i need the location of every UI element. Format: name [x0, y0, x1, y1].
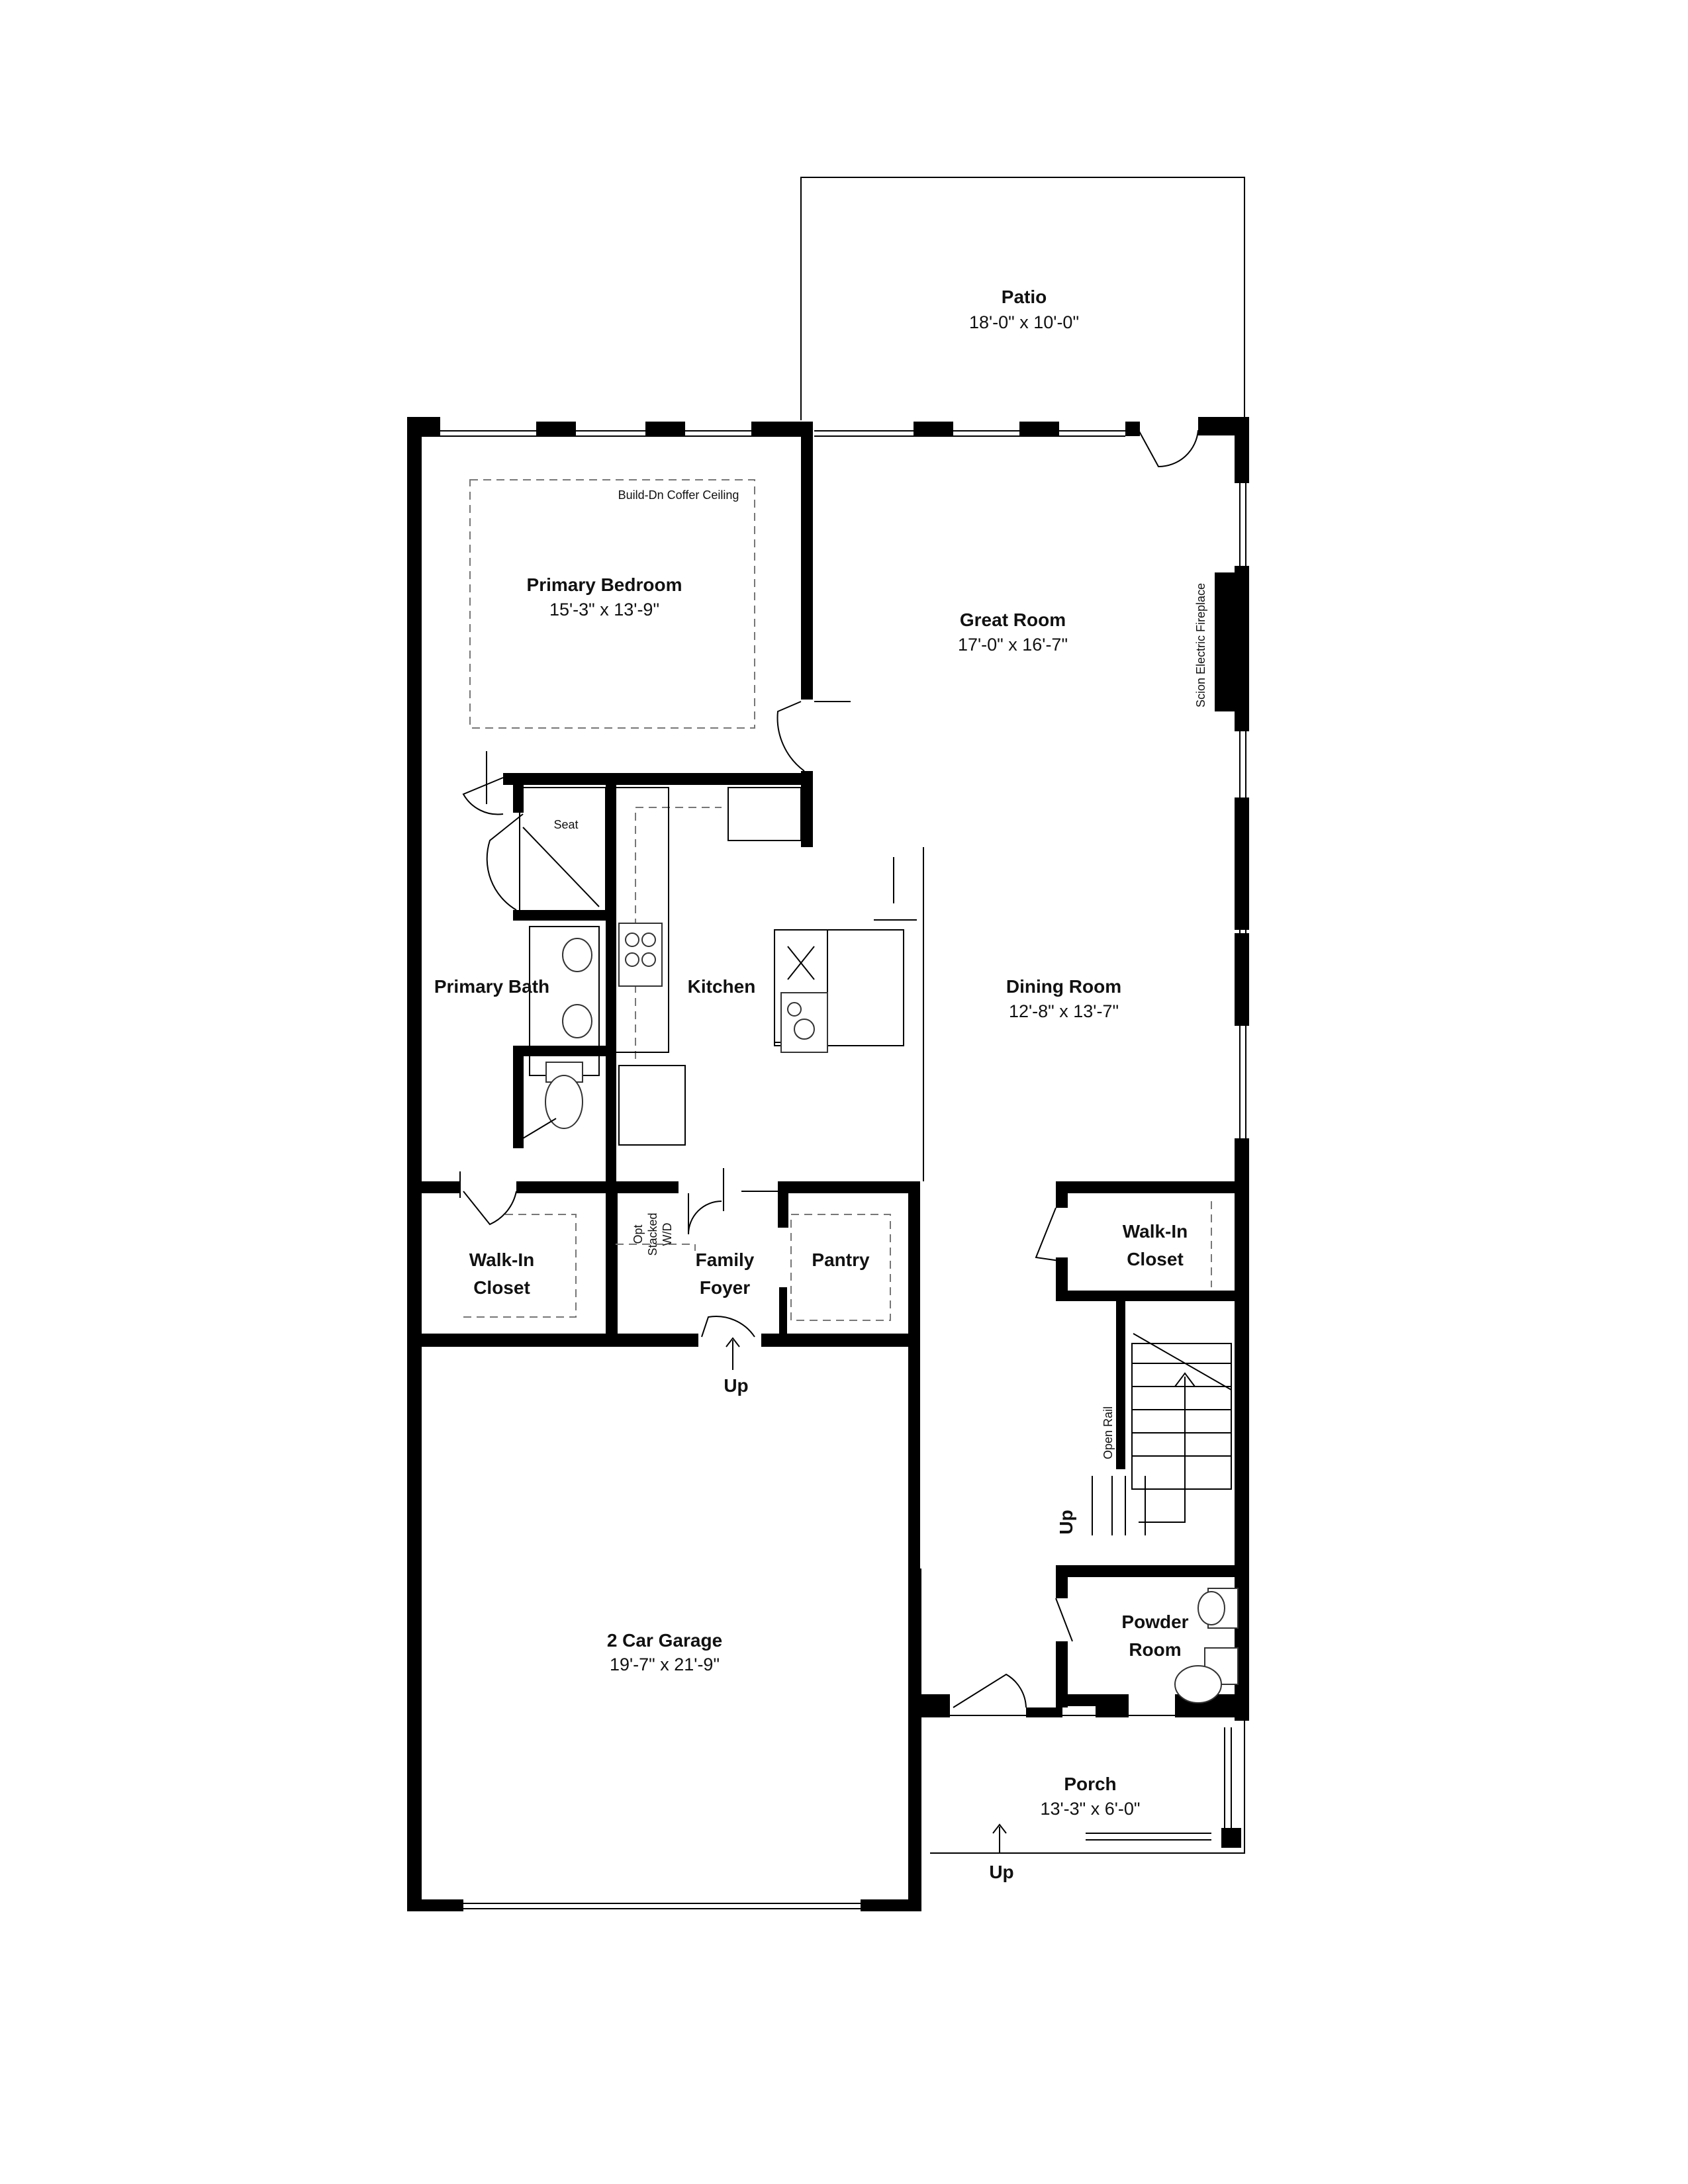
svg-text:17'-0" x 16'-7": 17'-0" x 16'-7": [957, 635, 1068, 655]
room-label-walk-in-closet-left: [469, 1250, 535, 1298]
room-label-walk-in-closet-right: [1123, 1221, 1188, 1269]
shower-seat-label: Seat: [553, 818, 579, 831]
svg-text:Walk-In: Walk-In: [469, 1250, 535, 1270]
svg-text:Closet: Closet: [1127, 1249, 1184, 1269]
open-rail-label: Open Rail: [1102, 1406, 1115, 1460]
coffer-ceiling-note: Build-Dn Coffer Ceiling: [618, 488, 739, 502]
room-label-garage: [607, 1630, 722, 1674]
svg-text:12'-8" x 13'-7": 12'-8" x 13'-7": [1008, 1001, 1119, 1021]
svg-text:Walk-In: Walk-In: [1122, 1221, 1188, 1242]
fireplace-note: Scion Electric Fireplace: [1194, 582, 1207, 708]
laundry-label: [632, 1212, 674, 1255]
svg-text:Powder: Powder: [1121, 1612, 1189, 1632]
room-label-primary-bath: Primary Bath: [434, 976, 550, 997]
svg-text:Family: Family: [695, 1250, 755, 1270]
room-label-powder-room: [1121, 1612, 1188, 1660]
room-label-porch: [1040, 1774, 1140, 1819]
svg-text:18'-0" x 10'-0": 18'-0" x 10'-0": [968, 312, 1080, 332]
svg-text:Stacked: Stacked: [646, 1212, 659, 1256]
svg-text:Primary Bedroom: Primary Bedroom: [526, 574, 682, 595]
svg-text:13'-3" x 6'-0": 13'-3" x 6'-0": [1040, 1799, 1141, 1819]
svg-text:Patio: Patio: [1001, 287, 1047, 307]
windows: [410, 431, 1246, 1909]
foyer-step-up-label: Up: [724, 1375, 749, 1396]
svg-text:Closet: Closet: [473, 1277, 530, 1298]
room-label-dining-room: [1006, 976, 1121, 1021]
room-label-pantry: Pantry: [812, 1250, 870, 1270]
stairs-up-label: Up: [1056, 1510, 1076, 1535]
room-label-patio: [969, 287, 1079, 332]
svg-text:Room: Room: [1129, 1639, 1182, 1660]
room-label-family-foyer: [696, 1250, 755, 1298]
room-label-kitchen: Kitchen: [687, 976, 756, 997]
room-label-primary-bedroom: [527, 574, 682, 619]
svg-text:19'-7" x 21'-9": 19'-7" x 21'-9": [609, 1655, 720, 1674]
svg-text:2 Car Garage: 2 Car Garage: [606, 1630, 723, 1651]
svg-text:Great Room: Great Room: [959, 610, 1066, 630]
kitchen-island: [774, 930, 904, 1052]
walls: [407, 417, 1249, 1911]
svg-text:W/D: W/D: [661, 1222, 674, 1246]
kitchen-counter: [616, 788, 923, 1181]
svg-text:15'-3" x 13'-9": 15'-3" x 13'-9": [549, 600, 660, 619]
svg-text:Opt: Opt: [632, 1224, 645, 1244]
porch-step-up-label: Up: [989, 1862, 1014, 1882]
svg-text:Foyer: Foyer: [699, 1277, 751, 1298]
svg-text:Dining Room: Dining Room: [1006, 976, 1122, 997]
room-label-great-room: [958, 610, 1068, 655]
up-arrows: [726, 1338, 1006, 1853]
svg-text:Porch: Porch: [1064, 1774, 1117, 1794]
